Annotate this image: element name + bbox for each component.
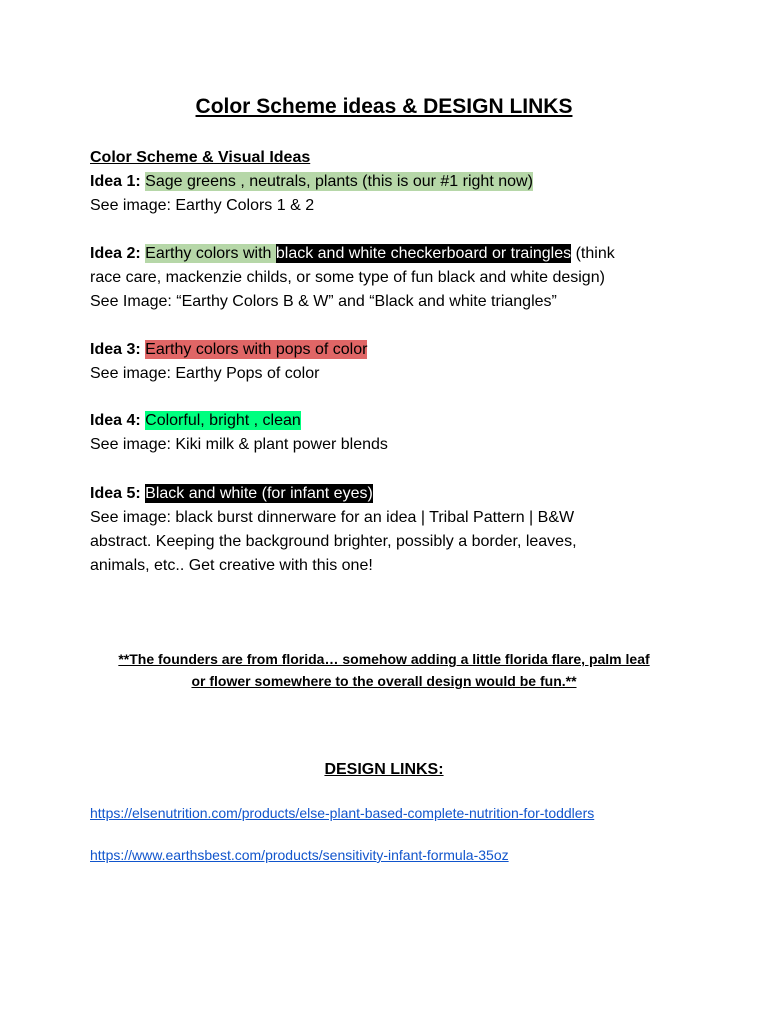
idea-2-highlight-black: black and white checkerboard or traingles xyxy=(275,245,572,262)
idea-5-detail-2: abstract. Keeping the background brighter, possibly a border, leaves, xyxy=(90,533,577,550)
idea-4-detail: See image: Kiki milk & plant power blends xyxy=(90,436,388,453)
idea-2-line xyxy=(90,242,690,266)
idea-2-detail-1: race care, mackenzie childs, or some type of fun black and white design) xyxy=(90,269,605,286)
design-links-heading: DESIGN LINKS: xyxy=(324,761,444,778)
idea-4-highlight: Colorful, bright , clean xyxy=(145,412,301,429)
idea-4-line xyxy=(90,409,690,433)
idea-1-label: Idea 1: xyxy=(90,173,141,190)
idea-5-line xyxy=(90,482,690,506)
idea-3-highlight: Earthy colors with pops of color xyxy=(145,341,368,358)
section-heading: Color Scheme & Visual Ideas xyxy=(90,149,311,166)
idea-5-label: Idea 5: xyxy=(90,485,141,502)
idea-2-detail-2: See Image: “Earthy Colors B & W” and “Black and white triangles” xyxy=(90,293,557,310)
florida-note xyxy=(60,648,708,692)
idea-3-line xyxy=(90,338,690,362)
document-title: Color Scheme ideas & DESIGN LINKS xyxy=(195,95,573,118)
idea-5-detail-1: See image: black burst dinnerware for an idea | Tribal Pattern | B&W xyxy=(90,509,575,526)
idea-3-label: Idea 3: xyxy=(90,341,141,358)
idea-2-tail: (think xyxy=(571,245,615,262)
idea-2-label: Idea 2: xyxy=(90,245,141,262)
idea-1-detail: See image: Earthy Colors 1 & 2 xyxy=(90,197,315,214)
florida-note-line-1: **The founders are from florida… somehow adding a little florida flare, palm leaf xyxy=(118,651,650,667)
idea-3-detail: See image: Earthy Pops of color xyxy=(90,365,320,382)
idea-1-line xyxy=(90,170,690,194)
idea-5-highlight: Black and white (for infant eyes) xyxy=(145,485,373,502)
idea-4-label: Idea 4: xyxy=(90,412,141,429)
idea-2-highlight-green: Earthy colors with xyxy=(145,245,276,262)
florida-note-line-2: or flower somewhere to the overall design would be fun.** xyxy=(191,673,577,689)
design-link-else-nutrition[interactable]: https://elsenutrition.com/products/else-plant-based-complete-nutrition-for-toddlers xyxy=(90,805,595,821)
design-link-earths-best[interactable]: https://www.earthsbest.com/products/sensitivity-infant-formula-35oz xyxy=(90,847,509,863)
idea-1-highlight: Sage greens , neutrals, plants (this is our #1 right now) xyxy=(145,173,533,190)
idea-5-detail-3: animals, etc.. Get creative with this one! xyxy=(90,557,373,574)
